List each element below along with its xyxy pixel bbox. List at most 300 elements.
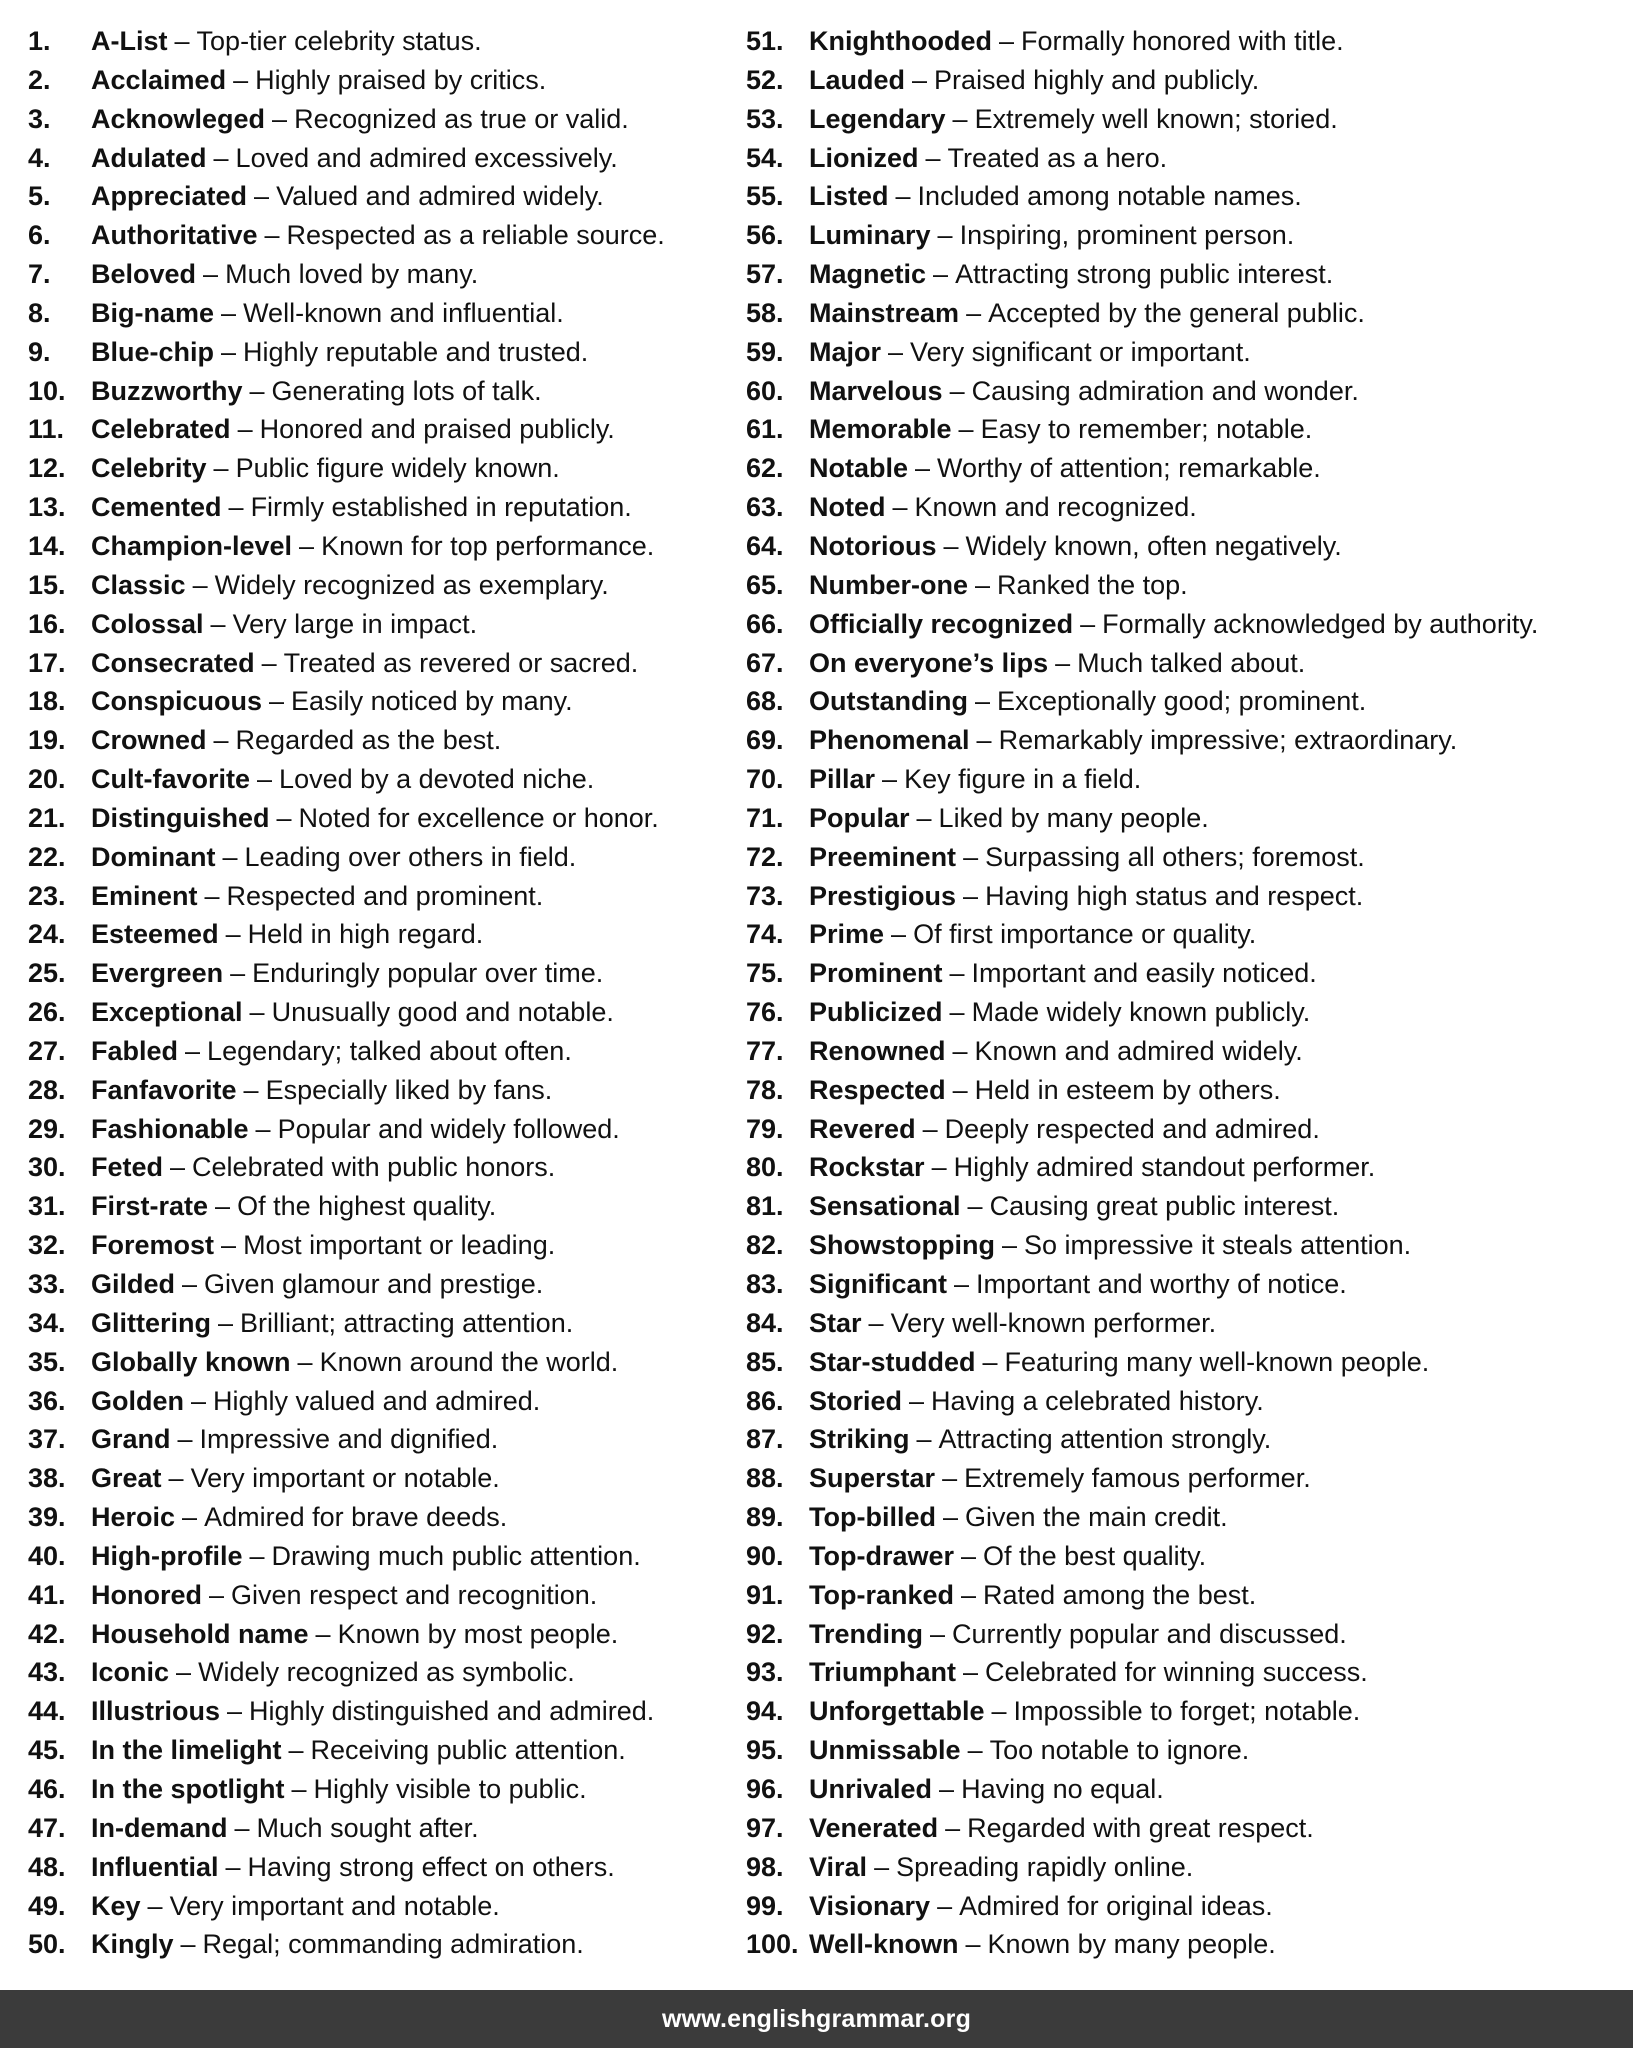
item-text <box>91 760 594 799</box>
item-definition: Extremely famous performer. <box>964 1463 1311 1494</box>
item-separator: – <box>315 1618 331 1649</box>
item-text <box>91 605 477 644</box>
item-separator: – <box>213 142 229 173</box>
item-term: Knighthooded <box>809 26 992 56</box>
item-separator: – <box>249 1540 265 1571</box>
item-definition: Important and easily noticed. <box>971 958 1317 989</box>
item-definition: Regal; commanding admiration. <box>202 1929 584 1960</box>
item-separator: – <box>909 1385 925 1416</box>
list-item <box>28 1615 728 1654</box>
item-text <box>809 1226 1411 1265</box>
list-item <box>28 410 728 449</box>
item-text <box>91 177 604 216</box>
item-separator: – <box>218 1307 234 1338</box>
item-number: 15. <box>28 569 66 600</box>
item-number: 90. <box>746 1540 784 1571</box>
list-item <box>28 449 728 488</box>
item-number: 56. <box>746 220 784 251</box>
list-item <box>746 372 1626 411</box>
item-definition: Especially liked by fans. <box>265 1074 553 1105</box>
item-separator: – <box>967 1735 983 1766</box>
item-number: 16. <box>28 608 66 639</box>
item-separator: – <box>922 1113 938 1144</box>
item-text <box>809 372 1359 411</box>
item-number: 3. <box>28 103 51 134</box>
list-item <box>28 22 728 61</box>
item-term: Glittering <box>91 1307 211 1338</box>
item-term: Venerated <box>809 1812 939 1843</box>
item-term: Major <box>809 336 882 367</box>
item-definition: Admired for original ideas. <box>959 1890 1273 1921</box>
item-separator: – <box>255 1113 271 1144</box>
item-text <box>809 1887 1273 1926</box>
item-text <box>91 1382 540 1421</box>
item-number: 8. <box>28 297 51 328</box>
item-separator: – <box>937 220 953 251</box>
item-term: Exceptional <box>91 997 243 1028</box>
item-text <box>91 1731 626 1770</box>
item-number: 25. <box>28 958 66 989</box>
item-term: Showstopping <box>809 1230 995 1261</box>
item-separator: – <box>168 1463 184 1494</box>
item-number: 22. <box>28 841 66 872</box>
list-item <box>28 1343 728 1382</box>
list-item <box>746 1576 1626 1615</box>
item-separator: – <box>257 764 273 795</box>
item-separator: – <box>203 259 219 290</box>
item-number: 84. <box>746 1307 784 1338</box>
item-term: Authoritative <box>91 220 258 251</box>
list-item <box>28 1498 728 1537</box>
item-definition: Liked by many people. <box>938 802 1209 833</box>
item-text <box>809 1343 1429 1382</box>
item-separator: – <box>958 414 974 445</box>
list-item <box>28 177 728 216</box>
item-number: 94. <box>746 1696 784 1727</box>
item-separator: – <box>269 686 285 717</box>
list-item <box>746 1498 1626 1537</box>
list-item <box>746 1653 1626 1692</box>
item-number: 55. <box>746 181 784 212</box>
item-text <box>809 915 1256 954</box>
item-separator: – <box>276 802 292 833</box>
item-number: 78. <box>746 1074 784 1105</box>
item-definition: Given respect and recognition. <box>231 1579 598 1610</box>
list-item <box>746 1071 1626 1110</box>
item-number: 9. <box>28 336 51 367</box>
item-separator: – <box>949 375 965 406</box>
item-number: 5. <box>28 181 51 212</box>
item-term: Beloved <box>91 259 197 290</box>
item-term: Sensational <box>809 1191 961 1222</box>
list-item <box>28 1187 728 1226</box>
item-separator: – <box>288 1735 304 1766</box>
item-definition: Highly distinguished and admired. <box>249 1696 655 1727</box>
item-number: 98. <box>746 1851 784 1882</box>
item-separator: – <box>213 725 229 756</box>
list-item <box>28 760 728 799</box>
item-term: Evergreen <box>91 958 224 989</box>
item-term: Champion-level <box>91 530 293 561</box>
list-item <box>746 682 1626 721</box>
item-text <box>809 1653 1368 1692</box>
item-term: Consecrated <box>91 647 255 678</box>
item-text <box>809 993 1310 1032</box>
item-term: Noted <box>809 492 886 523</box>
item-separator: – <box>230 958 246 989</box>
item-term: Outstanding <box>809 686 968 717</box>
item-definition: Important and worthy of notice. <box>976 1269 1347 1299</box>
item-definition: Known by most people. <box>337 1618 619 1649</box>
item-text <box>91 915 483 954</box>
item-term: Top-ranked <box>809 1579 955 1610</box>
item-number: 62. <box>746 453 784 484</box>
item-text <box>809 1382 1264 1421</box>
item-number: 7. <box>28 259 51 290</box>
item-text <box>91 799 659 838</box>
item-text <box>809 644 1305 683</box>
item-separator: – <box>209 1579 225 1610</box>
item-separator: – <box>221 297 237 328</box>
item-definition: Known around the world. <box>319 1346 619 1377</box>
item-definition: Inspiring, prominent person. <box>959 220 1295 251</box>
item-text <box>91 1887 500 1926</box>
item-separator: – <box>882 764 898 795</box>
item-term: Triumphant <box>809 1657 956 1688</box>
item-text <box>91 1576 597 1615</box>
item-term: Celebrated <box>91 414 231 445</box>
item-number: 80. <box>746 1152 784 1183</box>
item-definition: Rated among the best. <box>983 1579 1257 1610</box>
item-number: 99. <box>746 1890 784 1921</box>
item-number: 42. <box>28 1618 66 1649</box>
item-separator: – <box>264 220 280 251</box>
item-text <box>809 1148 1375 1187</box>
list-item <box>746 838 1626 877</box>
list-item <box>746 449 1626 488</box>
item-term: Acknowleged <box>91 103 266 134</box>
item-definition: Drawing much public attention. <box>271 1540 641 1571</box>
item-term: Prime <box>809 919 885 950</box>
item-text <box>809 61 1259 100</box>
item-term: Lionized <box>809 142 919 173</box>
item-separator: – <box>963 880 979 911</box>
item-number: 58. <box>746 297 784 328</box>
item-number: 100. <box>746 1929 799 1960</box>
item-definition: Exceptionally good; prominent. <box>997 686 1367 717</box>
item-definition: Firmly established in reputation. <box>250 492 632 523</box>
list-item <box>28 1731 728 1770</box>
item-definition: Popular and widely followed. <box>277 1113 620 1144</box>
list-item <box>746 1265 1626 1304</box>
item-definition: Currently popular and discussed. <box>952 1618 1347 1649</box>
list-item <box>746 644 1626 683</box>
item-number: 27. <box>28 1035 66 1066</box>
item-number: 49. <box>28 1890 66 1921</box>
item-number: 32. <box>28 1230 66 1261</box>
item-text <box>809 1459 1311 1498</box>
item-definition: Extremely well known; storied. <box>974 103 1338 134</box>
item-separator: – <box>221 1230 237 1261</box>
item-text <box>91 488 632 527</box>
item-definition: Receiving public attention. <box>310 1735 626 1766</box>
item-term: Preeminent <box>809 841 957 872</box>
list-item <box>28 1148 728 1187</box>
item-number: 76. <box>746 997 784 1028</box>
item-definition: Worthy of attention; remarkable. <box>937 453 1321 484</box>
list-item <box>28 372 728 411</box>
list-item <box>28 1304 728 1343</box>
item-term: Significant <box>809 1269 948 1299</box>
item-definition: Attracting strong public interest. <box>955 259 1334 290</box>
item-number: 21. <box>28 802 66 833</box>
item-text <box>91 1692 654 1731</box>
item-definition: Recognized as true or valid. <box>294 103 629 134</box>
item-text <box>809 1576 1256 1615</box>
item-number: 20. <box>28 764 66 795</box>
item-term: Respected <box>809 1074 946 1105</box>
item-definition: Noted for excellence or honor. <box>298 802 659 833</box>
item-separator: – <box>967 1191 983 1222</box>
item-text <box>809 1537 1206 1576</box>
footer-bar <box>0 1990 1633 2048</box>
item-number: 92. <box>746 1618 784 1649</box>
list-item <box>746 954 1626 993</box>
item-text <box>809 177 1302 216</box>
item-number: 44. <box>28 1696 66 1727</box>
list-item <box>28 993 728 1032</box>
item-text <box>91 682 573 721</box>
item-separator: – <box>299 530 315 561</box>
item-text <box>91 721 501 760</box>
item-definition: Held in high regard. <box>247 919 484 950</box>
item-term: Top-billed <box>809 1502 936 1533</box>
item-number: 53. <box>746 103 784 134</box>
item-number: 63. <box>746 492 784 523</box>
item-separator: – <box>243 1074 259 1105</box>
list-item <box>28 1576 728 1615</box>
item-separator: – <box>949 997 965 1028</box>
item-separator: – <box>210 608 226 639</box>
item-term: Unrivaled <box>809 1773 933 1804</box>
item-number: 28. <box>28 1074 66 1105</box>
item-definition: Held in esteem by others. <box>974 1074 1281 1105</box>
list-item <box>28 1382 728 1421</box>
item-number: 11. <box>28 414 65 445</box>
item-text <box>91 61 546 100</box>
item-term: Memorable <box>809 414 952 445</box>
item-number: 14. <box>28 530 66 561</box>
item-text <box>809 1032 1303 1071</box>
item-separator: – <box>998 26 1014 56</box>
item-term: Dominant <box>91 841 216 872</box>
item-separator: – <box>170 1152 186 1183</box>
item-text <box>809 1265 1347 1304</box>
item-definition: Highly valued and admired. <box>213 1385 541 1416</box>
list-item <box>746 799 1626 838</box>
list-item <box>746 1420 1626 1459</box>
item-separator: – <box>976 725 992 756</box>
item-separator: – <box>982 1346 998 1377</box>
item-separator: – <box>961 1579 977 1610</box>
item-number: 97. <box>746 1812 784 1843</box>
item-text <box>91 877 543 916</box>
item-separator: – <box>182 1502 198 1533</box>
item-separator: – <box>931 1152 947 1183</box>
item-definition: Of the best quality. <box>983 1540 1207 1571</box>
item-number: 82. <box>746 1230 784 1261</box>
item-definition: Leading over others in field. <box>244 841 577 872</box>
item-term: Notorious <box>809 530 937 561</box>
item-number: 89. <box>746 1502 784 1533</box>
item-text <box>91 1187 496 1226</box>
item-definition: Treated as revered or sacred. <box>283 647 639 678</box>
item-definition: Celebrated with public honors. <box>192 1152 556 1183</box>
item-definition: Honored and praised publicly. <box>259 414 615 445</box>
item-text <box>91 1809 479 1848</box>
item-text <box>91 1071 552 1110</box>
item-text <box>809 1071 1281 1110</box>
list-item <box>28 721 728 760</box>
item-number: 50. <box>28 1929 66 1960</box>
item-text <box>809 1110 1320 1149</box>
item-separator: – <box>925 142 941 173</box>
item-text <box>91 1304 573 1343</box>
item-text <box>91 216 665 255</box>
item-separator: – <box>147 1890 163 1921</box>
item-definition: Of first importance or quality. <box>913 919 1257 950</box>
item-text <box>809 1848 1193 1887</box>
item-term: Fashionable <box>91 1113 249 1144</box>
item-separator: – <box>254 181 270 212</box>
item-definition: Causing great public interest. <box>989 1191 1340 1222</box>
item-definition: Made widely known publicly. <box>971 997 1311 1028</box>
item-definition: Loved by a devoted niche. <box>279 764 595 795</box>
item-text <box>809 1925 1276 1964</box>
list-item <box>746 333 1626 372</box>
item-text <box>809 255 1333 294</box>
item-term: Storied <box>809 1385 903 1416</box>
item-definition: Formally honored with title. <box>1020 26 1344 56</box>
item-definition: Having a celebrated history. <box>931 1385 1264 1416</box>
item-text <box>809 1770 1164 1809</box>
item-text <box>91 255 478 294</box>
item-definition: Of the highest quality. <box>237 1191 497 1222</box>
item-term: Big-name <box>91 297 215 328</box>
item-term: Striking <box>809 1424 910 1455</box>
item-term: Household name <box>91 1618 309 1649</box>
item-text <box>91 1848 615 1887</box>
item-text <box>91 449 560 488</box>
list-item <box>746 1537 1626 1576</box>
item-definition: Impossible to forget; notable. <box>1013 1696 1361 1727</box>
item-text <box>91 22 482 61</box>
item-text <box>91 1925 584 1964</box>
item-text <box>91 1032 572 1071</box>
item-number: 81. <box>746 1191 784 1222</box>
item-definition: Highly praised by critics. <box>255 64 547 95</box>
item-number: 67. <box>746 647 784 678</box>
item-separator: – <box>185 1035 201 1066</box>
item-number: 18. <box>28 686 66 717</box>
item-separator: – <box>963 1657 979 1688</box>
item-number: 51. <box>746 26 784 56</box>
item-separator: – <box>249 997 265 1028</box>
item-term: Well-known <box>809 1929 959 1960</box>
item-number: 96. <box>746 1773 784 1804</box>
item-number: 70. <box>746 764 784 795</box>
item-text <box>91 838 576 877</box>
item-separator: – <box>1080 608 1096 639</box>
item-separator: – <box>204 880 220 911</box>
item-number: 34. <box>28 1307 66 1338</box>
list-item <box>28 255 728 294</box>
item-separator: – <box>961 1540 977 1571</box>
list-item <box>28 1925 728 1964</box>
list-item <box>746 1304 1626 1343</box>
item-definition: Deeply respected and admired. <box>944 1113 1320 1144</box>
item-number: 23. <box>28 880 66 911</box>
item-definition: Unusually good and notable. <box>271 997 614 1028</box>
item-text <box>91 1110 620 1149</box>
item-definition: Public figure widely known. <box>235 453 560 484</box>
item-definition: Very important and notable. <box>169 1890 500 1921</box>
item-text <box>809 1187 1339 1226</box>
item-definition: Causing admiration and wonder. <box>971 375 1359 406</box>
item-term: Great <box>91 1463 162 1494</box>
list-item <box>746 1187 1626 1226</box>
item-number: 87. <box>746 1424 784 1455</box>
item-definition: Much loved by many. <box>225 259 479 290</box>
item-text <box>91 954 603 993</box>
item-number: 88. <box>746 1463 784 1494</box>
item-text <box>809 216 1294 255</box>
item-separator: – <box>182 1269 198 1299</box>
item-separator: – <box>965 1929 981 1960</box>
item-separator: – <box>225 1851 241 1882</box>
item-text <box>809 760 1141 799</box>
item-definition: Remarkably impressive; extraordinary. <box>998 725 1458 756</box>
item-number: 30. <box>28 1152 66 1183</box>
item-definition: Having strong effect on others. <box>247 1851 615 1882</box>
item-text <box>91 1343 618 1382</box>
item-separator: – <box>291 1773 307 1804</box>
item-text <box>809 721 1457 760</box>
item-number: 38. <box>28 1463 66 1494</box>
item-separator: – <box>939 1773 955 1804</box>
item-separator: – <box>937 1890 953 1921</box>
item-text <box>809 1498 1228 1537</box>
item-separator: – <box>174 26 190 56</box>
item-number: 10. <box>28 375 66 406</box>
item-definition: Very large in impact. <box>232 608 478 639</box>
item-term: Rockstar <box>809 1152 925 1183</box>
item-term: Top-drawer <box>809 1540 955 1571</box>
list-item <box>28 1692 728 1731</box>
item-separator: – <box>954 1269 970 1299</box>
item-separator: – <box>225 919 241 950</box>
list-item <box>746 1110 1626 1149</box>
list-item <box>28 877 728 916</box>
item-number: 12. <box>28 453 66 484</box>
item-separator: – <box>966 297 982 328</box>
item-number: 60. <box>746 375 784 406</box>
item-separator: – <box>233 64 249 95</box>
item-text <box>91 1226 555 1265</box>
item-number: 91. <box>746 1579 784 1610</box>
item-text <box>809 139 1167 178</box>
item-separator: – <box>895 181 911 212</box>
